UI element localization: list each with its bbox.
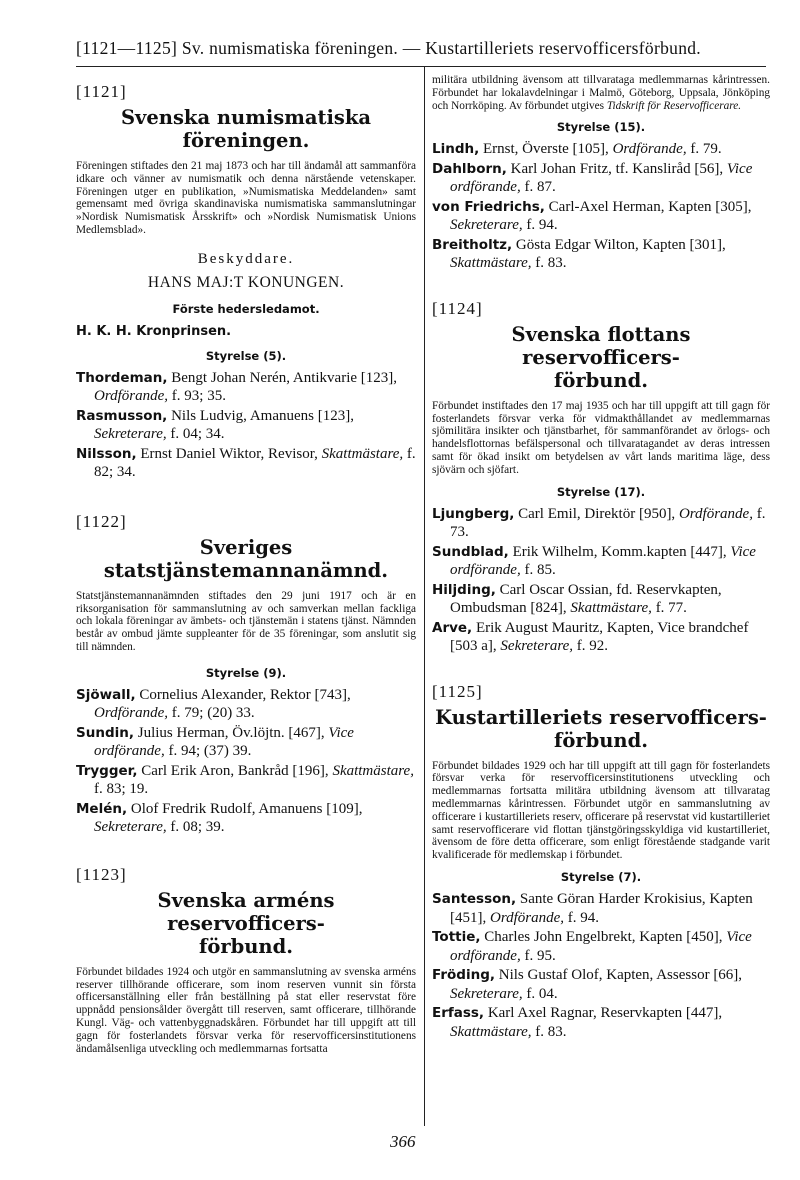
board-label-1123: Styrelse (15). [556, 120, 646, 135]
board-member: Sundblad, Erik Wilhelm, Komm.kapten [447], Vice ordförande, f. 85. [432, 543, 756, 579]
board-member: Nilsson, Ernst Daniel Wiktor, Revisor, Skattmästare, f. 82; 34. [76, 445, 416, 481]
board-list-1122 [76, 686, 416, 837]
board-label-1124: Styrelse (17). [556, 484, 646, 499]
board-member: Rasmusson, Nils Ludvig, Amanuens [123], Sekreterare, f. 04; 34. [76, 407, 354, 443]
left-column [76, 72, 416, 1063]
header-rule [76, 66, 766, 67]
honorary-label: Förste hedersledamot. [172, 301, 320, 316]
board-member: Dahlborn, Karl Johan Fritz, tf. Kansliråd [56], Vice ordförande, f. 87. [432, 160, 753, 196]
board-member: von Friedrichs, Carl-Axel Herman, Kapten [305], Sekreterare, f. 94. [432, 198, 752, 234]
board-member: Sundin, Julius Herman, Öv.löjtn. [467], Vice ordförande, f. 94; (37) 39. [76, 724, 354, 760]
board-member: Santesson, Sante Göran Harder Krokisius, Kapten [451], Ordförande, f. 94. [432, 891, 753, 926]
patron-name: HANS MAJ:T KONUNGEN. [147, 273, 345, 291]
section-body-1124: Förbundet instiftades den 17 maj 1935 och har till uppgift att till gagn för fosterlandets försvar verka för vidmakthållandet av medlemmarnas sjömilitära insikter och tjänstbarhet, för sammanförandet av örlogs- och handelsflottornas befälspersonal och tillvaratagandet av deras intressen samt för ökad insikt om betydelsen av vårt lands maritima läge, dess sjövärn och sjöfart. [432, 399, 770, 476]
section-body-1122: Statstjänstemannanämnden stiftades den 29 juni 1917 och är en riksorganisation för sammanslutning av och samverkan mellan fackliga och lokala föreningar av ämbets- och tjänstemän i statens tjänst. Nämnden består av ombud jämte suppleanter för de 35 föreningar, som anslutit sig till nämnden. [76, 589, 416, 653]
section-title-1125: Kustartilleriets reservofficers- förbund. [435, 705, 767, 752]
board-member: Melén, Olof Fredrik Rudolf, Amanuens [109], Sekreterare, f. 08; 39. [76, 800, 363, 836]
section-title-1122: Sveriges statstjänstemannanämnd. [103, 535, 389, 582]
section-body-1123: Förbundet bildades 1924 och utgör en sammanslutning av svenska arméns reserver tillhörande officerare, som inom reserven vunnit sin första officersanställning eller från beställning på stat eller reservstat före uppnådd pensionsålder övergått till reserven, samt officerare, tillhörande Kungl. Väg- och vattenbyggnadskåren. Förbundet har till uppgift att till gagn för fosterlandets försvar verka för reservofficersinstitutionens ändamålsenliga utveckling och medlemmarnas fortsatta [76, 965, 416, 1055]
board-member: Hiljding, Carl Oscar Ossian, fd. Reservkapten, Ombudsman [824], Skattmästare, f. 77. [432, 581, 722, 617]
board-label-1125: Styrelse (7). [560, 870, 642, 885]
right-column [432, 72, 770, 1042]
section-body-1125: Förbundet bildades 1929 och har till uppgift att till gagn för fosterlandets försvar verka för reservofficersinstitutionens utveckling och medlemmarnas fortsatta militära utbildning ävensom att tillvaratag medlemmarnas kårintressen. Förbundet utgör en sammanslutning av officerare i kustartilleriets reserv, officerare på reservstat vid kustartilleriet samt reservofficerare vid flottan tjänstgöringsskyldiga vid kustartilleriet, ävensom de före detta officerare, som enligt förestående stadgande varit kvalificerade för medlemskap i förbundet. [432, 759, 770, 862]
board-label-1121: Styrelse (5). [205, 348, 287, 363]
section-number-1125: [1125] [432, 681, 483, 701]
patron-label: Beskyddare. [197, 250, 295, 267]
section-body-1123-continued: militära utbildning ävensom att tillvarataga medlemmarnas kårintressen. Förbundet har lokalavdelningar i Malmö, Göteborg, Uppsala, Jönköping och Norrköping. Av förbundet utgives Tidskrift för Reservofficerare. [432, 74, 770, 112]
board-member: Arve, Erik August Mauritz, Kapten, Vice brandchef [503 a], Sekreterare, f. 92. [432, 619, 749, 655]
board-member: Thordeman, Bengt Johan Nerén, Antikvarie [123], Ordförande, f. 93; 35. [76, 369, 398, 405]
running-header: [1121—1125] Sv. numismatiska föreningen. — Kustartilleriets reservofficersförbund. [76, 38, 701, 58]
section-title-1124: Svenska flottans reservofficers- förbund. [511, 322, 691, 392]
page-number: 366 [390, 1132, 416, 1151]
column-divider [424, 66, 425, 1126]
section-title-1123: Svenska arméns reservofficers- förbund. [157, 888, 335, 958]
board-label-1122: Styrelse (9). [205, 665, 287, 680]
section-number-1124: [1124] [432, 298, 483, 318]
board-member: Lindh, Ernst, Överste [105], Ordförande, f. 79. [432, 141, 722, 158]
section-number-1122: [1122] [76, 511, 127, 531]
board-member: Fröding, Nils Gustaf Olof, Kapten, Assessor [66], Sekreterare, f. 04. [432, 967, 743, 1002]
board-member: Trygger, Carl Erik Aron, Bankråd [196], Skattmästare, f. 83; 19. [76, 762, 414, 798]
section-body-1121: Föreningen stiftades den 21 maj 1873 och har till ändamål att sammanföra idkare och vänner av numismatik och denna närstående vetenskaper. Föreningen utger en publikation, »Numismatiska Meddelanden» samt gemensamt med övriga skandinaviska numismatiska sammanslutningar »Nordisk Numismatisk Årsskrift» och »Nordisk Numismatisk Unions Medlemsblad». [76, 160, 416, 236]
board-member: Erfass, Karl Axel Ragnar, Reservkapten [447], Skattmästare, f. 83. [432, 1005, 723, 1040]
board-member: Tottie, Charles John Engelbrekt, Kapten [450], Vice ordförande, f. 95. [432, 929, 752, 964]
board-member: Ljungberg, Carl Emil, Direktör [950], Ordförande, f. 73. [432, 505, 766, 541]
board-list-1124 [432, 505, 770, 656]
board-list-1125 [432, 890, 770, 1041]
section-number-1123: [1123] [76, 864, 127, 884]
board-member: Sjöwall, Cornelius Alexander, Rektor [743], Ordförande, f. 79; (20) 33. [76, 686, 351, 722]
honorary-name: H. K. H. Kronprinsen. [76, 323, 232, 339]
section-number-1121: [1121] [76, 82, 127, 101]
board-member: Breitholtz, Gösta Edgar Wilton, Kapten [301], Skattmästare, f. 83. [432, 236, 726, 272]
board-list-1121 [76, 369, 416, 482]
board-list-1123 [432, 140, 770, 273]
section-title-1121: Svenska numismatiska föreningen. [120, 106, 372, 152]
